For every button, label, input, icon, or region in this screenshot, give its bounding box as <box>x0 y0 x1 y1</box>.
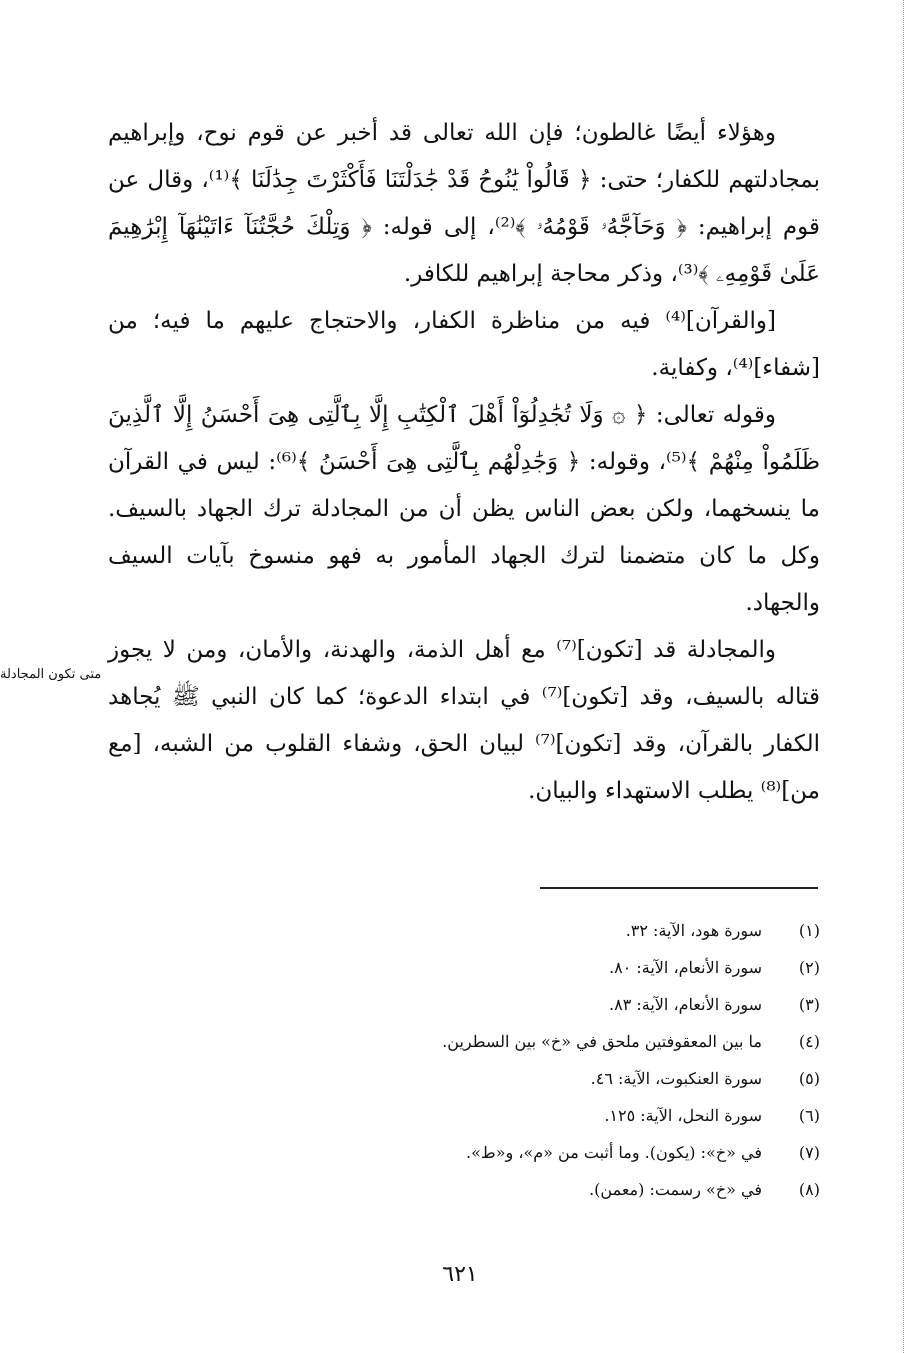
footnote-item <box>300 949 820 986</box>
margin-note: متى تكون المجادلة <box>0 667 102 682</box>
footnote-number: (٥) <box>798 1069 820 1088</box>
paragraph: وقوله تعالى: ﴿ ۞ وَلَا تُجَٰدِلُوٓاْ أَهْلَ ٱلْكِتَٰبِ إِلَّا بِٱلَّتِى هِىَ أَحْسَنُ إِلَّا ٱلَّذِينَ ظَلَمُواْ مِنْهُمْ ﴾⁽⁵⁾، وقوله: ﴿ وَجَٰدِلْهُم بِٱلَّتِى هِىَ أَحْسَنُ ﴾⁽⁶⁾: ليس في القرآن ما ينسخهما، ولكن بعض الناس يظن أن من المجادلة ترك الجهاد بالسيف. وكل ما كان متضمنا لترك الجهاد المأمور به فهو منسوخ بآيات السيف والجهاد. <box>108 402 821 616</box>
paragraph: والمجادلة قد [تكون]⁽⁷⁾ مع أهل الذمة، والهدنة، والأمان، ومن لا يجوز قتاله بالسيف، وقد [تكون]⁽⁷⁾ في ابتداء الدعوة؛ كما كان النبي ﷺ يُجاهد الكفار بالقرآن، وقد [تكون]⁽⁷⁾ لبيان الحق، وشفاء القلوب من الشبه، [مع من]⁽⁸⁾ يطلب الاستهداء والبيان. <box>108 637 821 804</box>
footnote-text: ما بين المعقوفتين ملحق في «خ» بين السطرين. <box>442 1032 762 1051</box>
page-number: ٦٢١ <box>442 1262 478 1287</box>
footnote-number: (٨) <box>798 1180 820 1199</box>
footnote-separator <box>540 887 818 889</box>
footnote-number: (٦) <box>798 1106 820 1125</box>
footnote-number: (٢) <box>798 958 820 977</box>
footnotes-list <box>300 912 820 1208</box>
footnote-text: سورة الأنعام، الآية: ٨٠. <box>609 958 762 977</box>
page-edge-line <box>903 0 904 1353</box>
footnote-item <box>300 986 820 1023</box>
footnote-text: سورة النحل، الآية: ١٢٥. <box>604 1106 762 1125</box>
footnote-number: (٤) <box>798 1032 820 1051</box>
footnote-number: (٣) <box>798 995 820 1014</box>
footnote-text: في «خ» رسمت: (معمن). <box>589 1180 762 1199</box>
footnote-item <box>300 1171 820 1208</box>
footnote-item <box>300 1060 820 1097</box>
footnote-number: (٧) <box>798 1143 820 1162</box>
footnote-number: (١) <box>798 921 820 940</box>
main-text <box>108 110 820 815</box>
footnote-item <box>300 1134 820 1171</box>
footnote-text: سورة هود، الآية: ٣٢. <box>625 921 762 940</box>
footnote-text: سورة الأنعام، الآية: ٨٣. <box>609 995 762 1014</box>
footnote-item <box>300 912 820 949</box>
footnote-item <box>300 1023 820 1060</box>
paragraph: وهؤلاء أيضًا غالطون؛ فإن الله تعالى قد أخبر عن قوم نوح، وإبراهيم بمجادلتهم للكفار؛ حتى: ﴿ قَالُواْ يَٰنُوحُ قَدْ جَٰدَلْتَنَا فَأَكْثَرْتَ جِدَٰلَنَا ﴾⁽¹⁾، وقال عن قوم إبراهيم: ﴿ وَحَآجَّهُۥ قَوْمُهُۥ ﴾⁽²⁾، إلى قوله: ﴿ وَتِلْكَ حُجَّتُنَآ ءَاتَيْنَٰهَآ إِبْرَٰهِيمَ عَلَىٰ قَوْمِهِۦ ﴾⁽³⁾، وذكر محاجة إبراهيم للكافر. <box>108 120 820 287</box>
footnote-text: في «خ»: (يكون). وما أثبت من «م»، و«ط». <box>466 1143 762 1162</box>
paragraph: [والقرآن]⁽⁴⁾ فيه من مناظرة الكفار، والاحتجاج عليهم ما فيه؛ من [شفاء]⁽⁴⁾، وكفاية. <box>108 308 820 381</box>
footnote-text: سورة العنكبوت، الآية: ٤٦. <box>590 1069 762 1088</box>
footnote-item <box>300 1097 820 1134</box>
